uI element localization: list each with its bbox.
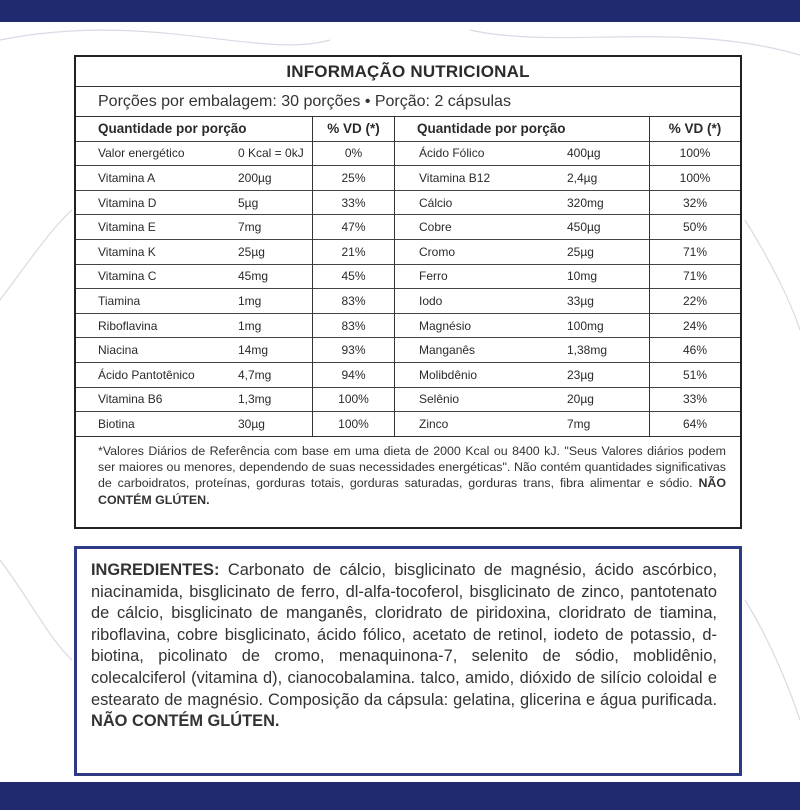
right-header-amount: Quantidade por porção	[395, 117, 649, 142]
vd-value: 100%	[650, 142, 740, 167]
gluten-warning: NÃO CONTÉM GLÚTEN.	[98, 476, 726, 507]
vd-value: 94%	[313, 363, 394, 388]
table-row: Selênio 20µg	[395, 388, 649, 413]
portions-info: Porções por embalagem: 30 porções • Porção: 2 cápsulas	[76, 87, 740, 117]
left-header-amount: Quantidade por porção	[76, 117, 312, 142]
vd-value: 47%	[313, 215, 394, 240]
table-row: Vitamina A 200µg	[76, 166, 312, 191]
nutrition-grid	[76, 117, 740, 437]
right-name-column	[395, 117, 650, 437]
table-row: Vitamina C 45mg	[76, 265, 312, 290]
vd-value: 64%	[650, 412, 740, 437]
vd-value: 21%	[313, 240, 394, 265]
table-row: Molibdênio 23µg	[395, 363, 649, 388]
table-row: Valor energético 0 Kcal = 0kJ	[76, 142, 312, 167]
ingredients-gluten-warning: NÃO CONTÉM GLÚTEN.	[91, 712, 280, 731]
bottom-band	[0, 782, 800, 810]
left-name-column	[76, 117, 313, 437]
table-row: Cobre 450µg	[395, 215, 649, 240]
vd-value: 24%	[650, 314, 740, 339]
table-row: Vitamina B6 1,3mg	[76, 388, 312, 413]
nutrition-notes: *Valores Diários de Referência com base em uma dieta de 2000 Kcal ou 8400 kJ. "Seus Valores diários podem ser maiores ou menores, dependendo de suas necessidades energéticas". Não contém quantidades significativas de carboidratos, proteínas, gorduras totais, gorduras saturadas, gorduras trans, fibra alimentar e sódio. NÃO CONTÉM GLÚTEN.	[98, 444, 726, 507]
table-row: Vitamina B12 2,4µg	[395, 166, 649, 191]
table-row: Cromo 25µg	[395, 240, 649, 265]
right-vd-column	[650, 117, 740, 437]
vd-value: 45%	[313, 265, 394, 290]
table-row: Cálcio 320mg	[395, 191, 649, 216]
vd-value: 83%	[313, 314, 394, 339]
vd-value: 71%	[650, 240, 740, 265]
table-row: Biotina 30µg	[76, 412, 312, 437]
vd-value: 22%	[650, 289, 740, 314]
table-row: Ferro 10mg	[395, 265, 649, 290]
table-row: Vitamina E 7mg	[76, 215, 312, 240]
left-header-vd: % VD (*)	[313, 117, 394, 142]
vd-value: 32%	[650, 191, 740, 216]
table-row: Iodo 33µg	[395, 289, 649, 314]
right-header-vd: % VD (*)	[650, 117, 740, 142]
nutrition-table	[74, 55, 742, 529]
ingredients-box	[74, 546, 742, 776]
table-row: Tiamina 1mg	[76, 289, 312, 314]
table-row: Ácido Pantotênico 4,7mg	[76, 363, 312, 388]
vd-value: 46%	[650, 338, 740, 363]
table-row: Niacina 14mg	[76, 338, 312, 363]
vd-value: 25%	[313, 166, 394, 191]
table-row: Manganês 1,38mg	[395, 338, 649, 363]
vd-value: 51%	[650, 363, 740, 388]
table-row: Ácido Fólico 400µg	[395, 142, 649, 167]
nutrition-title: INFORMAÇÃO NUTRICIONAL	[76, 57, 740, 87]
vd-value: 33%	[313, 191, 394, 216]
table-row: Riboflavina 1mg	[76, 314, 312, 339]
vd-value: 83%	[313, 289, 394, 314]
vd-value: 100%	[313, 388, 394, 413]
vd-value: 71%	[650, 265, 740, 290]
table-row: Zinco 7mg	[395, 412, 649, 437]
left-vd-column	[313, 117, 395, 437]
ingredients-text: Carbonato de cálcio, bisglicinato de magnésio, ácido ascórbico, niacinamida, bisglicinato de ferro, dl-alfa-tocoferol, bisglicinato de zinco, pantotenato de cálcio, bisglicinato de manganês, cloridrato de piridoxina, cloridrato de tiamina, riboflavina, cobre bisglicinato, ácido fólico, acetato de retinol, iodeto de potassio, d-biotina, picolinato de cromo, menaquinona-7, selenito de sódio, moblidênio, colecalciferol (vitamina d), cianocobalamina. talco, amido, dióxido de silício coloidal e estearato de magnésio. Composição da cápsula: gelatina, glicerina e água purificada.	[91, 561, 717, 709]
vd-value: 93%	[313, 338, 394, 363]
ingredients-label: INGREDIENTES:	[91, 561, 220, 579]
table-row: Vitamina D 5µg	[76, 191, 312, 216]
table-row: Vitamina K 25µg	[76, 240, 312, 265]
vd-value: 50%	[650, 215, 740, 240]
vd-value: 0%	[313, 142, 394, 167]
vd-value: 33%	[650, 388, 740, 413]
table-row: Magnésio 100mg	[395, 314, 649, 339]
vd-value: 100%	[313, 412, 394, 437]
vd-value: 100%	[650, 166, 740, 191]
